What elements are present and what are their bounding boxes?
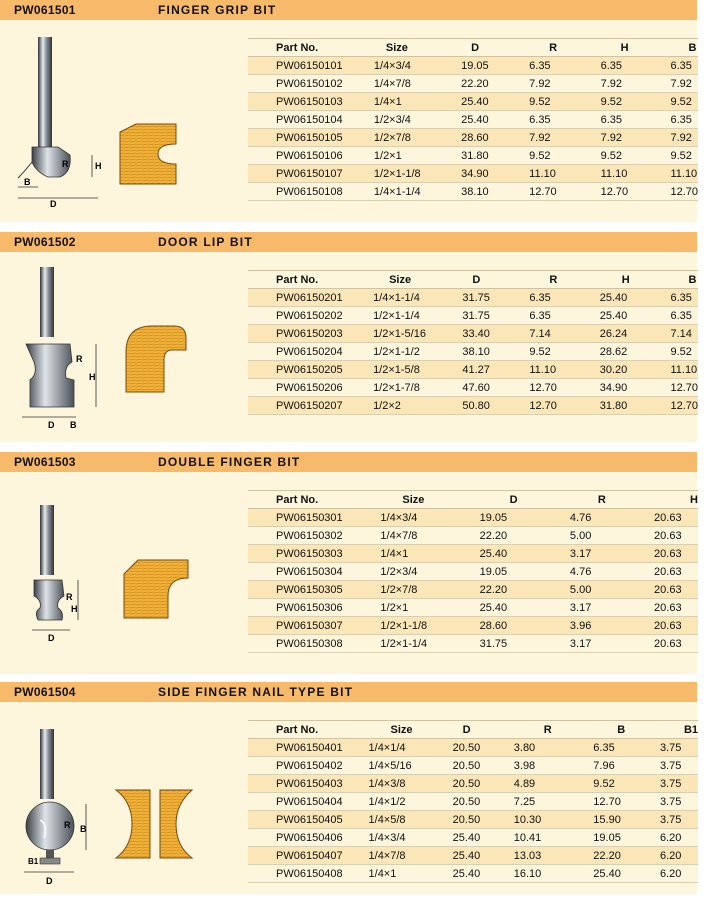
table-row: PW06150203 1/2×1-5/16 33.40 7.14 26.24 7.14 (248, 325, 698, 343)
col-header: D (480, 491, 570, 509)
table-row: PW06150104 1/2×3/4 25.40 6.35 6.35 6.35 (248, 111, 698, 129)
table-row: PW06150301 1/4×3/4 19.05 4.76 20.63 (248, 509, 698, 527)
table-row: PW06150408 1/4×1 25.40 16.10 25.40 6.20 (248, 865, 698, 883)
table-header-row (248, 271, 698, 289)
table-row: PW06150101 1/4×3/4 19.05 6.35 6.35 6.35 (248, 57, 698, 75)
table-row: PW06150407 1/4×7/8 25.40 13.03 22.20 6.20 (248, 847, 698, 865)
table-row: PW06150305 1/2×7/8 22.20 5.00 20.63 (248, 581, 698, 599)
section-title: FINGER GRIP BIT (158, 3, 277, 17)
table-row: PW06150304 1/2×3/4 19.05 4.76 20.63 (248, 563, 698, 581)
col-header: D (453, 721, 514, 739)
spec-table (248, 490, 698, 653)
col-header: Size (380, 491, 479, 509)
label-h: H (95, 161, 102, 171)
label-h: H (89, 372, 96, 382)
table-header-row (248, 39, 698, 57)
col-header: Part No. (248, 721, 369, 739)
col-header: Size (369, 721, 453, 739)
table-row: PW06150406 1/4×3/4 25.40 10.41 19.05 6.20 (248, 829, 698, 847)
label-b: B (80, 824, 87, 834)
section-header (0, 232, 697, 252)
table-header-row (248, 491, 698, 509)
section-header (0, 0, 697, 20)
col-header: B (670, 271, 698, 289)
table-row: PW06150201 1/4×1-1/4 31.75 6.35 25.40 6.35 (248, 289, 698, 307)
table-row: PW06150306 1/2×1 25.40 3.17 20.63 (248, 599, 698, 617)
section-header (0, 452, 697, 472)
label-d: D (48, 420, 55, 430)
table-row: PW06150108 1/4×1-1/4 38.10 12.70 12.70 12.70 (248, 183, 698, 201)
table-row: PW06150206 1/2×1-7/8 47.60 12.70 34.90 12.70 (248, 379, 698, 397)
bit-diagram (10, 32, 110, 212)
label-b: B (24, 177, 31, 187)
table-header-row (248, 721, 698, 739)
section-code: PW061504 (14, 685, 76, 699)
table-row: PW06150308 1/2×1-1/4 31.75 3.17 20.63 (248, 635, 698, 653)
label-r: R (66, 592, 73, 602)
col-header: B (670, 39, 698, 57)
table-row: PW06150307 1/2×1-1/8 28.60 3.96 20.63 (248, 617, 698, 635)
section-title: DOUBLE FINGER BIT (158, 455, 301, 469)
col-header: Size (374, 39, 461, 57)
table-row: PW06150204 1/2×1-1/2 38.10 9.52 28.62 9.52 (248, 343, 698, 361)
col-header: R (529, 39, 600, 57)
label-d: D (48, 633, 55, 643)
section-finger-grip-bit (0, 0, 697, 222)
col-header: B1 (660, 721, 698, 739)
section-code: PW061503 (14, 455, 76, 469)
col-header: Part No. (248, 271, 373, 289)
section-header (0, 682, 697, 702)
col-header: Part No. (248, 491, 380, 509)
spec-table (248, 720, 698, 883)
table-row: PW06150105 1/2×7/8 28.60 7.92 7.92 7.92 (248, 129, 698, 147)
wood-profile (118, 122, 188, 187)
wood-profile (112, 786, 198, 866)
table-row: PW06150402 1/4×5/16 20.50 3.98 7.96 3.75 (248, 757, 698, 775)
label-r: R (76, 354, 83, 364)
col-header: Part No. (248, 39, 374, 57)
table-row: PW06150303 1/4×1 25.40 3.17 20.63 (248, 545, 698, 563)
bit-diagram (10, 262, 110, 442)
col-header: Size (373, 271, 462, 289)
table-row: PW06150107 1/2×1-1/8 34.90 11.10 11.10 11.10 (248, 165, 698, 183)
table-row: PW06150106 1/2×1 31.80 9.52 9.52 9.52 (248, 147, 698, 165)
section-door-lip-bit (0, 232, 697, 442)
label-r: R (62, 159, 69, 169)
table-row: PW06150202 1/2×1-1/4 31.75 6.35 25.40 6.35 (248, 307, 698, 325)
section-double-finger-bit (0, 452, 697, 674)
section-title: DOOR LIP BIT (158, 235, 253, 249)
section-code: PW061501 (14, 3, 76, 17)
table-row: PW06150302 1/4×7/8 22.20 5.00 20.63 (248, 527, 698, 545)
col-header: R (514, 721, 594, 739)
label-d: D (46, 876, 53, 886)
bit-diagram (10, 724, 110, 909)
table-row: PW06150103 1/4×1 25.40 9.52 9.52 9.52 (248, 93, 698, 111)
spec-table (248, 38, 698, 201)
section-code: PW061502 (14, 235, 76, 249)
table-row: PW06150205 1/2×1-5/8 41.27 11.10 30.20 11.10 (248, 361, 698, 379)
label-d: D (50, 199, 57, 209)
col-header: H (600, 271, 671, 289)
spec-table (248, 270, 698, 415)
col-header: R (570, 491, 654, 509)
col-header: D (462, 271, 529, 289)
bit-diagram (10, 500, 110, 690)
label-b: B (70, 420, 77, 430)
label-b1: B1 (28, 857, 39, 866)
table-row: PW06150401 1/4×1/4 20.50 3.80 6.35 3.75 (248, 739, 698, 757)
wood-profile (118, 552, 198, 627)
table-row: PW06150207 1/2×2 50.80 12.70 31.80 12.70 (248, 397, 698, 415)
wood-profile (118, 322, 198, 397)
label-h: H (71, 604, 78, 614)
col-header: H (601, 39, 671, 57)
col-header: R (529, 271, 599, 289)
col-header: H (654, 491, 698, 509)
table-row: PW06150403 1/4×3/8 20.50 4.89 9.52 3.75 (248, 775, 698, 793)
col-header: B (593, 721, 660, 739)
section-side-finger-nail-type-bit (0, 682, 697, 894)
table-row: PW06150102 1/4×7/8 22.20 7.92 7.92 7.92 (248, 75, 698, 93)
section-title: SIDE FINGER NAIL TYPE BIT (158, 685, 354, 699)
label-r: R (64, 820, 71, 830)
table-row: PW06150405 1/4×5/8 20.50 10.30 15.90 3.75 (248, 811, 698, 829)
col-header: D (461, 39, 529, 57)
table-row: PW06150404 1/4×1/2 20.50 7.25 12.70 3.75 (248, 793, 698, 811)
